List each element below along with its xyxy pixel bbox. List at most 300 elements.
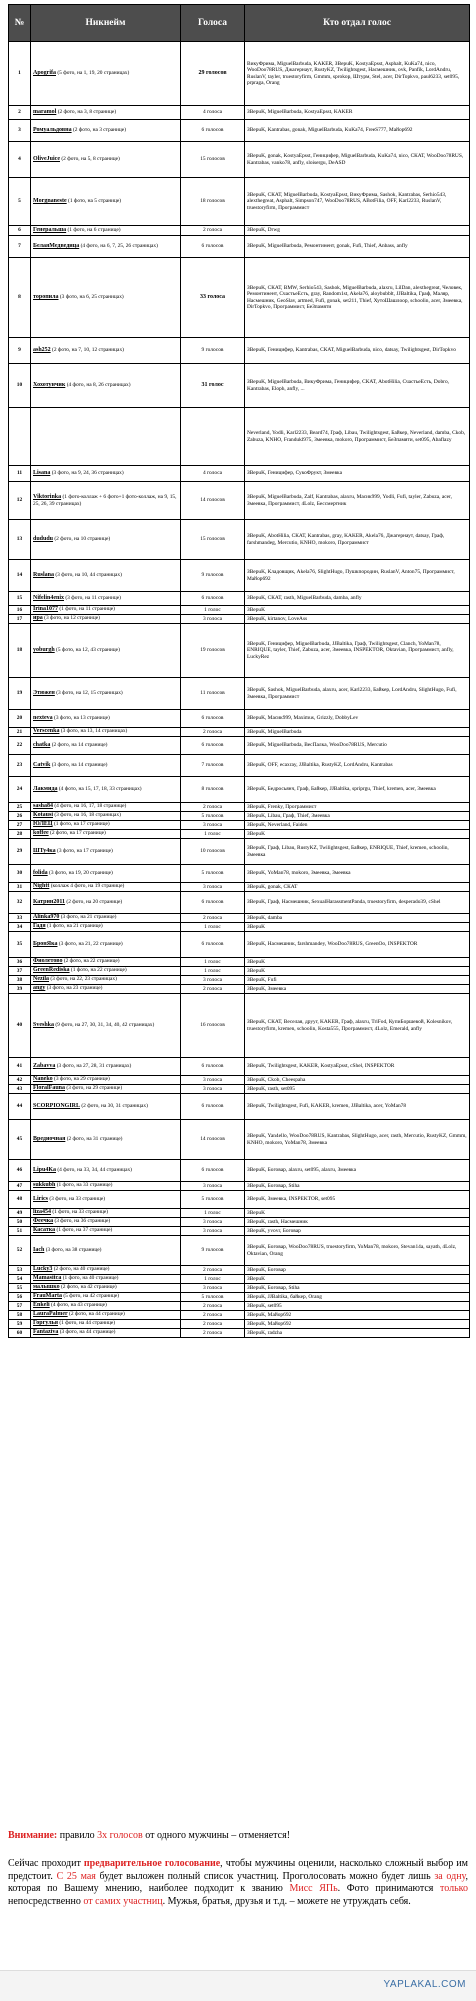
nickname[interactable]: Lucky3 — [33, 1266, 53, 1273]
voter-list: ЗВерuK, Змеевкa, INSPEKTOR, set095 — [245, 1191, 470, 1209]
row-nickname-cell — [31, 710, 181, 728]
nickname[interactable]: Вредиочная — [33, 1135, 66, 1142]
nickname[interactable]: Гадя — [33, 923, 46, 930]
nickname[interactable]: Viktorinka — [33, 493, 62, 500]
nickname[interactable]: koffee — [33, 830, 49, 837]
photo-detail: (1 фото, на 44 странице) — [59, 1320, 116, 1327]
row-nickname-cell — [31, 821, 181, 830]
row-number: 43 — [9, 1085, 31, 1094]
photo-detail: (9 фото, на 27, 30, 31, 34, 40, 42 страницах) — [55, 1021, 155, 1028]
table-row — [9, 914, 470, 923]
row-number: 49 — [9, 1209, 31, 1218]
table-row — [9, 258, 470, 338]
notice-label: Внимание: — [8, 1830, 58, 1841]
row-number: 30 — [9, 865, 31, 883]
info-text: , которая по Вашему мнению, наиболее подходит к званию — [8, 1870, 469, 1894]
nickname[interactable]: БронЯка — [33, 940, 58, 947]
row-number: 9 — [9, 338, 31, 364]
nickname[interactable]: sasha84 — [33, 803, 54, 810]
photo-detail: (коллаж 4 фото, на 19 странице) — [50, 883, 125, 890]
nickname[interactable]: Naneko — [33, 1076, 53, 1083]
nickname[interactable]: Lirics — [33, 1195, 48, 1202]
row-nickname-cell — [31, 338, 181, 364]
row-number: 25 — [9, 803, 31, 812]
vote-count: 6 голосов — [181, 120, 245, 142]
row-number: 6 — [9, 226, 31, 236]
table-row — [9, 892, 470, 914]
table-row — [9, 1329, 470, 1338]
photo-detail: (3 фото, на 21, 22 странице) — [58, 940, 123, 947]
row-number: 7 — [9, 236, 31, 258]
vote-count: 2 голоса — [181, 985, 245, 994]
photo-detail: (3 фото, на 29 странице) — [66, 1085, 123, 1092]
table-row — [9, 1058, 470, 1076]
vote-count: 19 голосов — [181, 624, 245, 678]
vote-count: 7 голосов — [181, 755, 245, 777]
row-nickname-cell — [31, 812, 181, 821]
row-number: 41 — [9, 1058, 31, 1076]
row-number: 52 — [9, 1236, 31, 1266]
nickname[interactable]: Ruslana — [33, 571, 55, 578]
nickname[interactable]: FloralFauna — [33, 1085, 66, 1092]
voter-list: ЗВерuK, rasth, Насмешник — [245, 1218, 470, 1227]
nickname[interactable]: Verscenka — [33, 728, 60, 735]
row-number: 33 — [9, 914, 31, 923]
vote-count: 2 голоса — [181, 1311, 245, 1320]
table-row — [9, 142, 470, 178]
photo-detail: (3 фото, на 13 странице) — [54, 714, 110, 721]
voter-list: ЗВерuK, Fufi — [245, 976, 470, 985]
row-number: 36 — [9, 958, 31, 967]
info-highlight: предварительное голосование — [83, 1858, 221, 1869]
row-nickname-cell — [31, 755, 181, 777]
row-number: 60 — [9, 1329, 31, 1338]
vote-count: 1 голос — [181, 830, 245, 839]
row-nickname-cell — [31, 1209, 181, 1218]
photo-detail: (4 фото, на 8, 26 страницах) — [66, 381, 131, 388]
photo-detail: (3 фото, на 19, 20 странице) — [49, 869, 113, 876]
vote-count: 5 голосов — [181, 1191, 245, 1209]
row-number: 18 — [9, 624, 31, 678]
voter-list: ЗВерuK, MiguelBarbuda, Ремонтинент, gonak, Fufi, Thief, Anbass, anfly — [245, 236, 470, 258]
photo-detail: (3 фото, на 9, 24, 36 страницах) — [51, 469, 124, 476]
nickname[interactable]: Sveshka — [33, 1021, 55, 1028]
nickname[interactable]: LauraPalmer — [33, 1311, 68, 1318]
photo-detail: (3 фото, на 11 странице) — [65, 594, 121, 601]
nickname[interactable]: малышко — [33, 1284, 60, 1291]
table-row — [9, 1227, 470, 1236]
row-nickname-cell — [31, 606, 181, 615]
photo-detail: (3 фото, на 23 странице) — [46, 985, 103, 992]
watermark: YAPLAKAL.COM — [383, 1979, 466, 1990]
table-row — [9, 1094, 470, 1120]
info-text: непосредственно — [8, 1895, 81, 1907]
vote-count: 6 голосов — [181, 236, 245, 258]
photo-detail: (2 фото, на 31 странице) — [66, 1135, 123, 1142]
row-nickname-cell — [31, 892, 181, 914]
info-text: . Мужья, братья, друзья и т.д. – можете не утруждать себя. — [162, 1895, 411, 1907]
row-nickname-cell — [31, 883, 181, 892]
photo-detail: (1 фото, на 22 странице) — [70, 967, 127, 974]
voter-list: ЗВерuK, MiguelBarbuda, ВикуФрима, Геницифер, СКАТ, AbotHilia, СчастьеЕсть, Dobro, Kantrabas, Eloph, anfly, ... — [245, 364, 470, 408]
table-row — [9, 1266, 470, 1275]
row-number: 13 — [9, 520, 31, 560]
voter-list: ЗВерuK — [245, 830, 470, 839]
voter-list: ЗВерuK, AbotHilia, СКАТ, Kantrabas, gray, KAKER, Akela76, Джагернаут, datsay, Граф, farshmandeg, Mercutio, KNHO, mokoro, Программист — [245, 520, 470, 560]
nickname[interactable]: Фиолетово — [33, 958, 63, 965]
nickname[interactable]: OliveJuice — [33, 155, 60, 162]
nickname[interactable]: ШТу4ка — [33, 847, 56, 854]
voter-list: ЗВерuK, gonak, СКАТ — [245, 883, 470, 892]
nickname[interactable]: Irina1077 — [33, 606, 59, 613]
table-row — [9, 408, 470, 466]
row-nickname-cell — [31, 1320, 181, 1329]
row-nickname-cell — [31, 1160, 181, 1182]
row-nickname-cell — [31, 1218, 181, 1227]
table-row — [9, 178, 470, 226]
vote-count: 3 голоса — [181, 883, 245, 892]
vote-count — [181, 408, 245, 466]
row-number: 2 — [9, 106, 31, 120]
nickname[interactable]: yoburgh — [33, 646, 55, 653]
table-row — [9, 994, 470, 1058]
nickname[interactable]: ЮЛЕЦ — [33, 821, 53, 828]
voter-list: ЗВерuK, СКАТ, BMW, Serhio543, Sashok, MiguelBarbuda, alaxru, LilDan, alexthegreat, Человек, Ремонтинент, СчастьеЕсть, gray, Random1st, Akela76, aloybubblt, JJBaltika, Граф, Маляр, Насмешник, GeoSlav, artmed, Fufi, gonak, set211, Thief, ХутоШашлоор, schoolin, acer, Змеевкa, DirTopkvo, Программист, БеЗпамяти — [245, 258, 470, 338]
voter-list: ЗВерuK, СКАТ, rasth, MiguelBarbuda, damba, anfly — [245, 592, 470, 606]
vote-count: 2 голоса — [181, 914, 245, 923]
voter-list: ЗВерuK, Змеевкa — [245, 985, 470, 994]
nickname[interactable]: chatka — [33, 741, 51, 748]
vote-count: 1 голос — [181, 606, 245, 615]
nickname[interactable]: Nightt — [33, 883, 50, 890]
nickname[interactable]: Fantaziva — [33, 1329, 59, 1336]
table-row — [9, 1293, 470, 1302]
row-number: 21 — [9, 728, 31, 737]
table-row — [9, 1218, 470, 1227]
voter-list: ЗВерuK, Насмешник, farshmandey, WooDoo78RUS, GreenOo, INSPEKTOR — [245, 932, 470, 958]
table-body — [9, 42, 470, 1338]
voter-list: ЗВерuK — [245, 606, 470, 615]
nickname[interactable]: ash252 — [33, 346, 51, 353]
voting-table-wrapper — [8, 4, 470, 1338]
row-number: 47 — [9, 1182, 31, 1191]
row-nickname-cell — [31, 932, 181, 958]
nickname[interactable]: Хохотунчик — [33, 381, 66, 388]
info-highlight: С 25 мая — [56, 1870, 96, 1882]
row-number: 3 — [9, 120, 31, 142]
photo-detail: (4 фото, на 6, 7, 25, 26 страницах) — [80, 242, 158, 249]
row-nickname-cell — [31, 408, 181, 466]
table-row — [9, 1120, 470, 1160]
row-nickname-cell — [31, 1275, 181, 1284]
table-row — [9, 812, 470, 821]
vote-count: 1 голос — [181, 923, 245, 932]
photo-detail: (1 фото-коллаж + 6 фото+1 фото-коллаж, на 9, 15, 25, 26, 39 страницах) — [33, 493, 177, 507]
nickname[interactable]: Этюжен — [33, 689, 55, 696]
voter-list: ЗВерuK, OFF, ecaxray, JJBaltika, RustyKZ, LordAndru, Kantrabas — [245, 755, 470, 777]
photo-detail: (2 фото, на 17 странице) — [50, 830, 106, 837]
row-number: 44 — [9, 1094, 31, 1120]
row-nickname-cell — [31, 985, 181, 994]
header-number: № — [9, 5, 31, 42]
table-row — [9, 106, 470, 120]
table-row — [9, 226, 470, 236]
nickname[interactable]: maramol — [33, 108, 57, 115]
voter-list: ЗВерuK, MiguelBarbuda — [245, 728, 470, 737]
vote-count: 1 голос — [181, 1275, 245, 1284]
vote-count: 14 голосов — [181, 482, 245, 520]
vote-count: 31 голос — [181, 364, 245, 408]
info-highlight: только — [440, 1883, 469, 1894]
nickname[interactable]: Nifelin4enix — [33, 594, 64, 601]
row-number: 59 — [9, 1320, 31, 1329]
nickname[interactable]: angy — [33, 985, 46, 992]
voter-list: ЗВерuK, MiguelBarbuda, KostyaEpsst, KAKER — [245, 106, 470, 120]
nickname[interactable]: Lisana — [33, 469, 51, 476]
voter-list: ЗВерuK, YoMan78, mokoro, Змеевкa, Змеевкa — [245, 865, 470, 883]
info-text: будет выложен полный список участниц. Проголосовать можно будет лишь — [99, 1870, 431, 1882]
photo-detail: (2 фото, на 3 странице) — [72, 126, 126, 133]
photo-detail: (2 фото, на 22 странице) — [63, 958, 120, 965]
nickname[interactable]: Катрин2011 — [33, 898, 66, 905]
row-number: 29 — [9, 839, 31, 865]
row-number: 42 — [9, 1076, 31, 1085]
row-nickname-cell — [31, 678, 181, 710]
photo-detail: (2 фото, на 14 странице) — [51, 741, 108, 748]
row-nickname-cell — [31, 1076, 181, 1085]
row-nickname-cell — [31, 1094, 181, 1120]
table-row — [9, 1076, 470, 1085]
vote-count: 3 голоса — [181, 1076, 245, 1085]
nickname[interactable]: БелаяМедведица — [33, 242, 80, 249]
nickname[interactable]: FrauMarta — [33, 1293, 62, 1300]
row-nickname-cell — [31, 1120, 181, 1160]
table-row — [9, 830, 470, 839]
row-number: 55 — [9, 1284, 31, 1293]
info-text: , чтобы мужчины оценили, насколько сложный выбор им предстоит. — [8, 1858, 468, 1882]
voter-list: ЗВерuK, MiguelBarbuda, BecПалкa, WooDoo78RUS, Mercutio — [245, 737, 470, 755]
voter-list: ЗВерuK, Kantrabas, gonak, MiguelBarbuda, KuKa74, FreeS777, Майор692 — [245, 120, 470, 142]
row-nickname-cell — [31, 1236, 181, 1266]
nickname[interactable]: Nezila — [33, 976, 49, 983]
row-nickname-cell — [31, 830, 181, 839]
photo-detail: (3 фото, на 12 странице) — [44, 615, 100, 622]
nickname[interactable]: Генеральша — [33, 226, 67, 233]
voter-list: ЗВерuK, Yan4ello, WooDoo78RUS, Kantrabas, SlightHugo, acer, rasth, Mercutio, RustyKZ, Gmmm, KNHO, mokoro, YoMan78, Змеевкa — [245, 1120, 470, 1160]
row-number: 40 — [9, 994, 31, 1058]
nickname[interactable]: folida — [33, 869, 48, 876]
nickname[interactable]: sukkubh — [33, 1182, 56, 1189]
nickname[interactable]: Zabavva — [33, 1062, 56, 1069]
row-nickname-cell — [31, 364, 181, 408]
table-row — [9, 592, 470, 606]
vote-count: 5 голосов — [181, 865, 245, 883]
table-row — [9, 777, 470, 803]
nickname[interactable]: Лакмида — [33, 785, 58, 792]
nickname[interactable]: Apogrifa — [33, 69, 56, 76]
header-nickname: Никнейм — [31, 5, 181, 42]
row-nickname-cell — [31, 1085, 181, 1094]
vote-count: 3 голоса — [181, 821, 245, 830]
nickname[interactable]: Alinka970 — [33, 914, 60, 921]
voter-list: ЗВерuK, Майор692 — [245, 1320, 470, 1329]
vote-count: 6 голосов — [181, 1160, 245, 1182]
photo-detail: (4 фото, на 16, 17, 18 странице) — [54, 803, 127, 810]
photo-detail: (1 фото, на 6 странице) — [67, 226, 121, 233]
nickname[interactable]: ира — [33, 615, 43, 622]
nickname[interactable]: Catvik — [33, 761, 51, 768]
row-number: 31 — [9, 883, 31, 892]
photo-detail: (5 фото, на 42 странице) — [63, 1293, 120, 1300]
nickname[interactable]: торопила — [33, 293, 59, 300]
vote-count: 3 голоса — [181, 1227, 245, 1236]
photo-detail: (5 фото, на 1, 19, 20 страницах) — [57, 69, 130, 76]
row-number: 23 — [9, 755, 31, 777]
vote-count: 3 голоса — [181, 615, 245, 624]
header-voters: Кто отдал голос — [245, 5, 470, 42]
photo-detail: (3 фото, на 27, 28, 31 страницах) — [56, 1062, 132, 1069]
info-text: . Фото принимаются — [337, 1883, 434, 1894]
voter-list: ЗВерuK, СКАТ, MiguelBarbuda, KostyaEpsst, ВикуФрима, Sashok, Kantrabas, Serhio543, alexthegreat, Asphalt, Simpson747, WooDoo78RUS, ABotFilia, OFF, Karl2233, RuslanV, truestoryfirm, Программист — [245, 178, 470, 226]
table-row — [9, 883, 470, 892]
table-row — [9, 1284, 470, 1293]
row-nickname-cell — [31, 42, 181, 106]
row-nickname-cell — [31, 520, 181, 560]
row-nickname-cell — [31, 142, 181, 178]
nickname[interactable]: Kotausi — [33, 812, 54, 819]
table-row — [9, 606, 470, 615]
voter-list: ЗВерuK, Геницифер, СукоФрукт, Змеевкa — [245, 466, 470, 482]
info-highlight: Мисс ЯПь — [289, 1883, 338, 1894]
row-nickname-cell — [31, 624, 181, 678]
nickname[interactable]: Enkeli — [33, 1302, 50, 1309]
photo-detail: (3 фото, на 17 странице) — [57, 847, 113, 854]
row-nickname-cell — [31, 120, 181, 142]
photo-detail: (1 фото, на 5 странице) — [68, 197, 122, 204]
nickname[interactable]: nexteva — [33, 714, 53, 721]
nickname[interactable]: liza454 — [33, 1209, 51, 1216]
photo-detail: (3 фото, на 16, 18 страницах) — [54, 812, 121, 819]
row-number: 20 — [9, 710, 31, 728]
row-number: 1 — [9, 42, 31, 106]
vote-count: 1 голос — [181, 967, 245, 976]
photo-detail: (3 фото, на 13, 14 страницах) — [60, 728, 128, 735]
photo-detail: (1 фото, на 37 странице) — [56, 1227, 113, 1234]
nickname[interactable]: GreenRediska — [33, 967, 70, 974]
table-row — [9, 678, 470, 710]
nickname[interactable]: Касатка — [33, 1227, 56, 1234]
table-row — [9, 236, 470, 258]
voter-list: ЗВерuK — [245, 1209, 470, 1218]
voter-list: ЗВерuK, Боговар, Stiha — [245, 1284, 470, 1293]
photo-detail: (2 фото, на 5, 8 странице) — [61, 155, 120, 162]
nickname[interactable]: Горгулья — [33, 1320, 58, 1327]
notice-rule: 3х голосов — [97, 1830, 143, 1841]
row-number: 15 — [9, 592, 31, 606]
table-row — [9, 821, 470, 830]
photo-detail: (4 фото, на 43 странице) — [51, 1302, 107, 1309]
table-row — [9, 1209, 470, 1218]
vote-count: 3 голоса — [181, 1284, 245, 1293]
photo-detail: (3 фото, на 29 странице) — [54, 1076, 110, 1083]
voter-list: Neverland, Yodli, Karl2233, Beard74, Граф, Libau, Twilightsgest, Байкер, Neverland, damba, Ckob, Zabuza, KNHO, Frandukl975, Змеевкa, mokoro, Программист, БеЗпамяти, set095, Abaflazy — [245, 408, 470, 466]
row-nickname-cell — [31, 1293, 181, 1302]
nickname[interactable]: SCORPIONGIRL — [33, 1102, 81, 1109]
nickname[interactable]: Ромуальдовна — [33, 126, 72, 133]
photo-detail: (2 фото, на 20 странице) — [66, 898, 123, 905]
nickname[interactable]: dududu — [33, 535, 54, 542]
table-row — [9, 1236, 470, 1266]
table-row — [9, 710, 470, 728]
row-number — [9, 408, 31, 466]
row-nickname-cell — [31, 737, 181, 755]
table-row — [9, 520, 470, 560]
nickname[interactable]: Morgnaneste — [33, 197, 67, 204]
table-row — [9, 865, 470, 883]
voter-list: ЗВерuK, damba — [245, 914, 470, 923]
voter-list: ЗВерuK, rasth, set095 — [245, 1085, 470, 1094]
row-number: 51 — [9, 1227, 31, 1236]
voter-list: ЗВерuK, set095 — [245, 1302, 470, 1311]
table-row — [9, 338, 470, 364]
voter-list: ЗВерuK, Sashok, MiguelBarbuda, alaxru, acer, Karl2233, Байкер, LordAndru, SlightHugo, Fufi, Змеевкa, Программист — [245, 678, 470, 710]
voter-list: ЗВерuK, yvovr, Боговар — [245, 1227, 470, 1236]
voter-list: ЗВерuK, Граф, Насмешник, SexualHarassmentPanda, truestoryfirm, desperado39, cShel — [245, 892, 470, 914]
photo-detail: (3 фото, на 33 странице) — [49, 1195, 106, 1202]
voter-list: ЗВерuK, Twilightsgest, KAKER, KostyaEpsst, cShel, INSPEKTOR — [245, 1058, 470, 1076]
nickname[interactable]: Lipu4Ka — [33, 1166, 57, 1173]
vote-count: 2 голоса — [181, 1266, 245, 1275]
row-number: 32 — [9, 892, 31, 914]
row-number: 35 — [9, 932, 31, 958]
row-nickname-cell — [31, 1311, 181, 1320]
table-row — [9, 615, 470, 624]
vote-count: 4 голоса — [181, 106, 245, 120]
row-number: 12 — [9, 482, 31, 520]
voter-list: ЗВерuK, Боговар, Stiha — [245, 1182, 470, 1191]
voter-list: ЗВерuK — [245, 923, 470, 932]
photo-detail: (2 фото, на 7, 10, 12 страницах) — [52, 346, 124, 353]
voting-table — [8, 4, 470, 1338]
footer-bar — [0, 1970, 476, 2001]
voter-list: ЗВерuK, Twilightsgest, Fufi, KAKER, kremen, JJBaltika, acer, YoMan78 — [245, 1094, 470, 1120]
vote-count: 6 голосов — [181, 592, 245, 606]
vote-count: 5 голосов — [181, 1293, 245, 1302]
voter-list: ЗВерuK, Бедросьянч, Граф, Байкер, JJBaltika, spriprgu, Thief, kremen, acer, Змеевкa — [245, 777, 470, 803]
nickname[interactable]: Феечка — [33, 1218, 54, 1225]
row-number: 17 — [9, 615, 31, 624]
row-number: 26 — [9, 812, 31, 821]
voter-list: ЗВерuK — [245, 967, 470, 976]
voter-list: ЗВерuK, Боговар — [245, 1266, 470, 1275]
nickname[interactable]: Iach — [33, 1246, 45, 1253]
vote-count: 33 голоса — [181, 258, 245, 338]
row-number: 14 — [9, 560, 31, 592]
row-nickname-cell — [31, 777, 181, 803]
vote-count: 5 голосов — [181, 812, 245, 821]
voter-list: ЗВерuK, Масик999, Maximus, Grizzly, DobbyLev — [245, 710, 470, 728]
vote-count: 2 голоса — [181, 1329, 245, 1338]
row-nickname-cell — [31, 923, 181, 932]
table-row — [9, 120, 470, 142]
photo-detail: (4 фото, на 33, 34, 44 страницах) — [57, 1166, 132, 1173]
table-row — [9, 482, 470, 520]
vote-count: 10 голосов — [181, 839, 245, 865]
row-number: 54 — [9, 1275, 31, 1284]
vote-count: 1 голос — [181, 1209, 245, 1218]
row-nickname-cell — [31, 1302, 181, 1311]
nickname[interactable]: Mamasitca — [33, 1275, 62, 1282]
